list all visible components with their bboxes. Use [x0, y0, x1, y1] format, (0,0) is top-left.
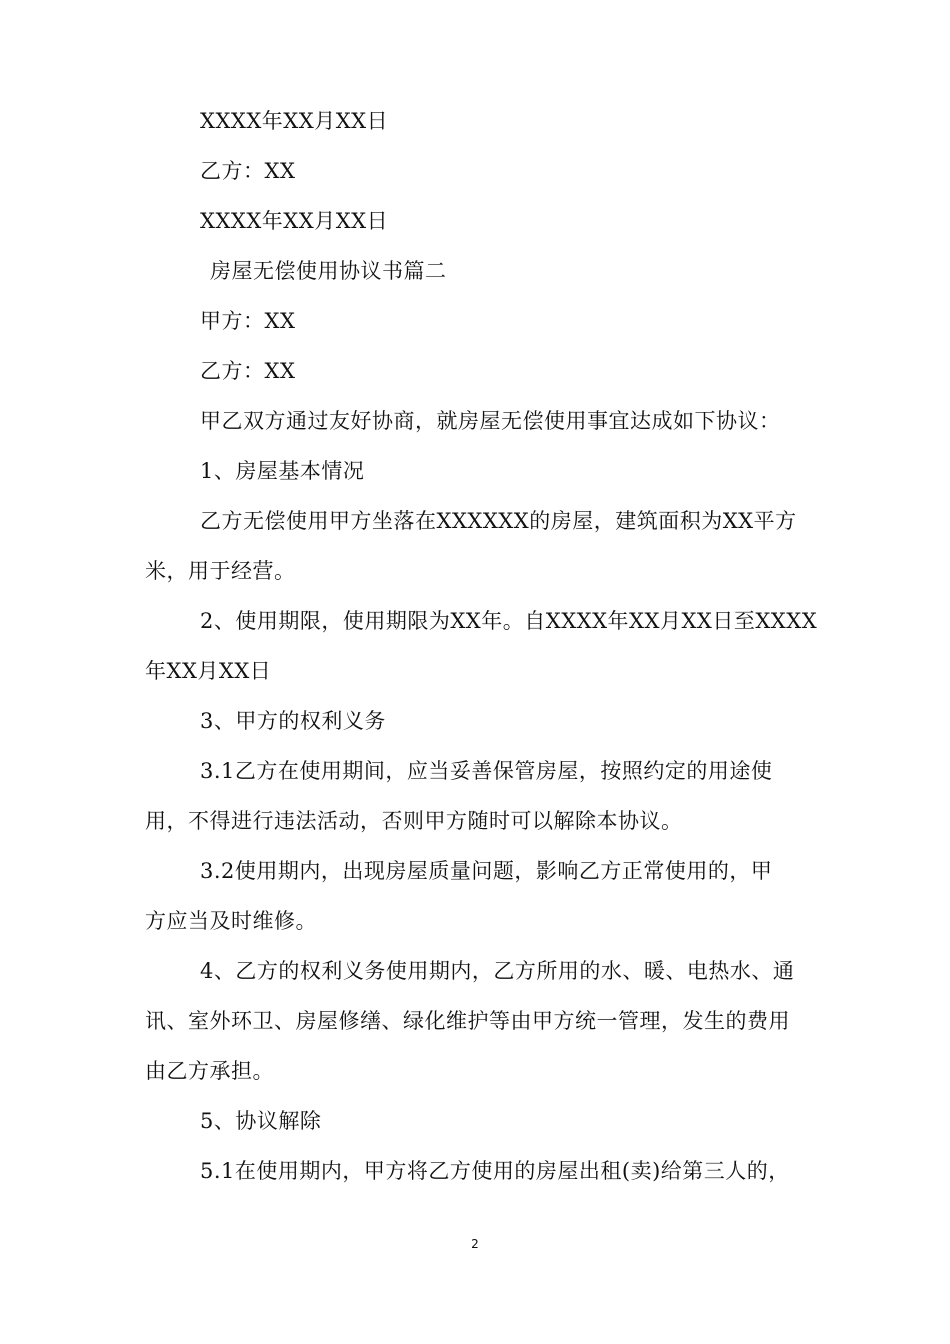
party-a-line: 甲方：XX: [200, 309, 296, 333]
clause-2-line-1: 2、使用期限，使用期限为XX年。自XXXX年XX月XX日至XXXX: [200, 609, 818, 633]
clause-3-1-line-2: 用，不得进行违法活动，否则甲方随时可以解除本协议。: [145, 809, 683, 833]
date-line-1: XXXX年XX月XX日: [200, 109, 389, 133]
section-title: 房屋无偿使用协议书篇二: [210, 259, 447, 283]
date-line-2: XXXX年XX月XX日: [200, 209, 389, 233]
clause-5-1-line-1: 5.1在使用期内，甲方将乙方使用的房屋出租(卖)给第三人的，: [200, 1159, 790, 1183]
clause-4-line-2: 讯、室外环卫、房屋修缮、绿化维护等由甲方统一管理，发生的费用: [145, 1009, 790, 1033]
clause-3-1-line-1: 3.1乙方在使用期间，应当妥善保管房屋，按照约定的用途使: [200, 759, 773, 783]
clause-3-2-line-1: 3.2使用期内，出现房屋质量问题，影响乙方正常使用的，甲: [200, 859, 773, 883]
clause-3-2-line-2: 方应当及时维修。: [145, 909, 317, 933]
party-b-line-2: 乙方：XX: [200, 359, 296, 383]
clause-1-heading: 1、房屋基本情况: [200, 459, 365, 483]
party-b-line-1: 乙方：XX: [200, 159, 296, 183]
clause-4-line-3: 由乙方承担。: [145, 1059, 274, 1083]
agreement-intro: 甲乙双方通过友好协商，就房屋无偿使用事宜达成如下协议：: [200, 409, 781, 433]
clause-2-line-2: 年XX月XX日: [145, 659, 272, 683]
clause-1-text-line-2: 米，用于经营。: [145, 559, 296, 583]
page-number: 2: [471, 1237, 479, 1251]
clause-1-text-line-1: 乙方无偿使用甲方坐落在XXXXXX的房屋，建筑面积为XX平方: [200, 509, 797, 533]
clause-4-line-1: 4、乙方的权利义务使用期内，乙方所用的水、暖、电热水、通: [200, 959, 795, 983]
clause-5-heading: 5、协议解除: [200, 1109, 322, 1133]
clause-3-heading: 3、甲方的权利义务: [200, 709, 386, 733]
